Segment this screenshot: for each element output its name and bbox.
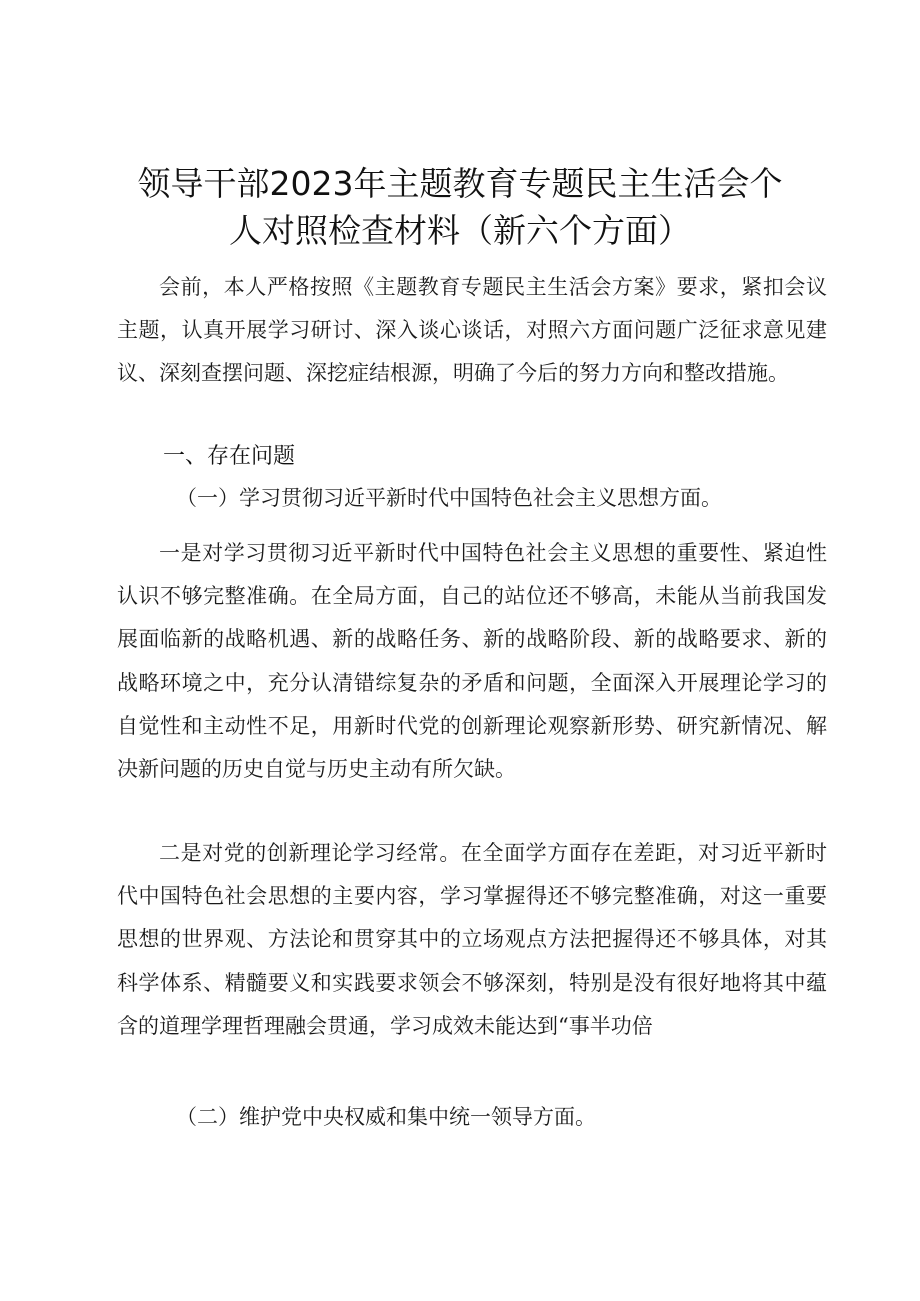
intro-paragraph: 会前，本人严格按照《主题教育专题民主生活会方案》要求，紧扣会议主题，认真开展学习研讨、深入谈心谈话，对照六方面问题广泛征求意见建议、深刻查摆问题、深挖症结根源，明确了今后的努力方向和整改措施。: [117, 275, 827, 386]
subsection-heading-2: （二）维护党中央权威和集中统一领导方面。: [176, 1105, 596, 1129]
document-title-line-2: 人对照检查材料（新六个方面）: [229, 211, 691, 250]
document-title-line-1: 领导干部2023年主题教育专题民主生活会个: [137, 164, 783, 203]
point-paragraph-1: 一是对学习贯彻习近平新时代中国特色社会主义思想的重要性、紧迫性认识不够完整准确。在全局方面，自己的站位还不够高，未能从当前我国发展面临新的战略机遇、新的战略任务、新的战略阶段、新的战略要求、新的战略环境之中，充分认清错综复杂的矛盾和问题，全面深入开展理论学习的自觉性和主动性不足，用新时代党的创新理论观察新形势、研究新情况、解决新问题的历史自觉与历史主动有所欠缺。: [117, 541, 827, 782]
subsection-heading-1: （一）学习贯彻习近平新时代中国特色社会主义思想方面。: [176, 486, 722, 510]
point-paragraph-2: 二是对党的创新理论学习经常。在全面学方面存在差距，对习近平新时代中国特色社会思想的主要内容，学习掌握得还不够完整准确，对这一重要思想的世界观、方法论和贯穿其中的立场观点方法把握得还不够具体，对其科学体系、精髓要义和实践要求领会不够深刻，特别是没有很好地将其中蕴含的道理学理哲理融会贯通，学习成效未能达到“事半功倍: [117, 841, 827, 1038]
section-heading-problems: 一、存在问题: [163, 444, 296, 469]
